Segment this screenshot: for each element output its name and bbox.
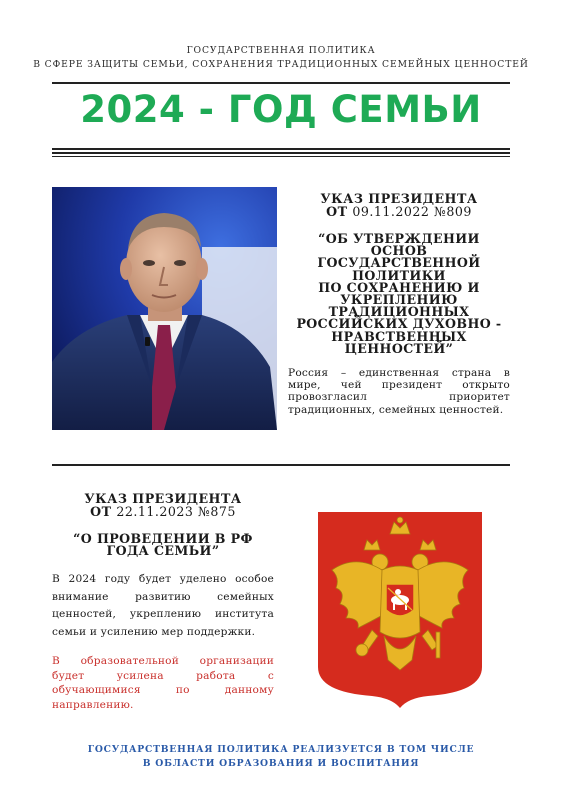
- decree-2-date-line: [52, 503, 274, 519]
- decree-1-quote-line: ПОЛИТИКИ: [352, 267, 446, 283]
- page-title: 2024 - ГОД СЕМЬИ: [80, 88, 482, 131]
- decree-2-red-text: В образовательной организации будет усилена работа с обучающимися по данному направлению.: [52, 655, 274, 711]
- decree-1-quote-line: ГОСУДАРСТВЕННОЙ: [317, 255, 481, 271]
- decree-1-quote-line: НРАВСТВЕННЫХ: [331, 328, 467, 344]
- title-divider-3: [52, 156, 510, 157]
- decree-1-heading: УКАЗ ПРЕЗИДЕНТА: [320, 191, 478, 206]
- header-line-2: В СФЕРЕ ЗАЩИТЫ СЕМЬИ, СОХРАНЕНИЯ ТРАДИЦИОННЫХ СЕМЕЙНЫХ ЦЕННОСТЕЙ: [33, 59, 529, 70]
- footer-line-1: ГОСУДАРСТВЕННАЯ ПОЛИТИКА РЕАЛИЗУЕТСЯ В ТОМ ЧИСЛЕ: [87, 744, 475, 755]
- decree-1-quote-line: “ОБ УТВЕРЖДЕНИИ ОСНОВ: [318, 231, 480, 259]
- decree-1-quote-line: РОССИЙСКИХ ДУХОВНО -: [296, 316, 502, 332]
- middle-divider: [52, 464, 510, 466]
- decree-1-quote: [288, 233, 510, 355]
- decree-2-text: В 2024 году будет уделено особое внимание развитию семейных ценностей, укреплению института семьи и усилению мер поддержки.: [52, 573, 274, 638]
- decree-2: [52, 493, 274, 712]
- decree-1-date-line: [288, 203, 510, 219]
- president-photo: [52, 187, 277, 430]
- top-divider: [52, 82, 510, 84]
- decree-1-date-prefix: ОТ: [326, 203, 353, 219]
- decree-1-quote-line: ЦЕННОСТЕЙ”: [344, 340, 454, 356]
- decree-2-quote-line: “О ПРОВЕДЕНИИ В РФ: [73, 531, 253, 546]
- header: [0, 44, 562, 72]
- title-divider-1: [52, 148, 510, 150]
- footer-line-2: В ОБЛАСТИ ОБРАЗОВАНИЯ И ВОСПИТАНИЯ: [142, 758, 420, 769]
- decree-1: [288, 193, 510, 416]
- header-line-1: ГОСУДАРСТВЕННАЯ ПОЛИТИКА: [186, 45, 376, 56]
- decree-1-text: Россия – единственная страна в мире, чей президент открыто провозгласил приоритет традиционных, семейных ценностей.: [288, 367, 510, 416]
- decree-2-date: 22.11.2023 №875: [116, 503, 236, 519]
- decree-2-date-prefix: ОТ: [90, 503, 117, 519]
- decree-1-quote-line: УКРЕПЛЕНИЮ: [340, 292, 458, 308]
- decree-1-quote-line: ПО СОХРАНЕНИЮ И: [318, 279, 480, 295]
- decree-1-quote-line: ТРАДИЦИОННЫХ: [328, 304, 470, 320]
- decree-2-quote-line: ГОДА СЕМЬИ”: [106, 543, 220, 559]
- footer: [0, 743, 562, 771]
- coat-of-arms-emblem: [318, 512, 482, 708]
- decree-2-heading: УКАЗ ПРЕЗИДЕНТА: [84, 491, 242, 506]
- title-divider-2: [52, 152, 510, 154]
- decree-1-date: 09.11.2022 №809: [352, 203, 472, 219]
- decree-2-quote: [52, 533, 274, 557]
